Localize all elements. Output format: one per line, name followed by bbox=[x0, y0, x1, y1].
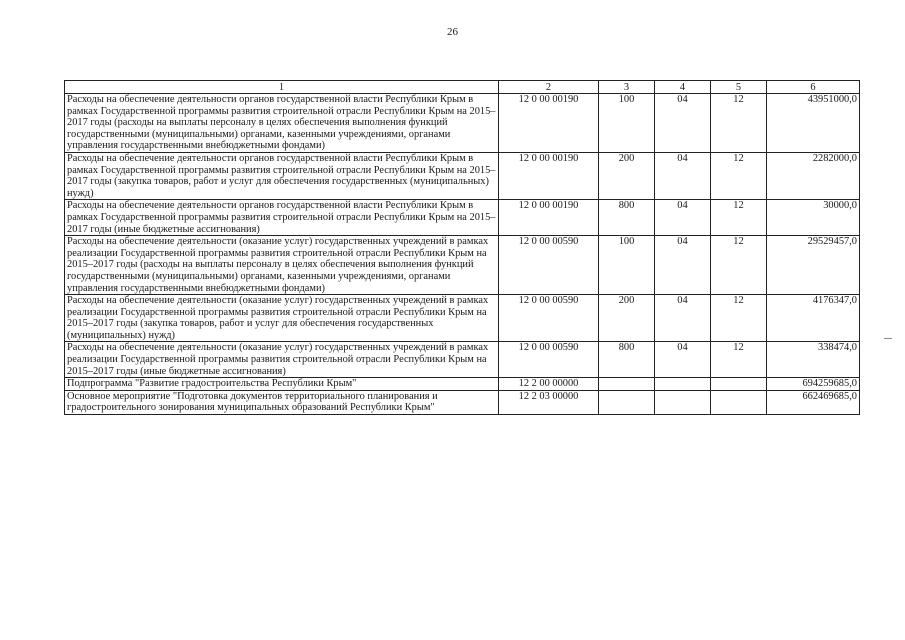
column-header: 4 bbox=[655, 81, 711, 94]
expense-name-cell: Подпрограмма "Развитие градостроительства Республики Крым" bbox=[65, 378, 499, 391]
amount-cell: 4176347,0 bbox=[767, 295, 860, 342]
target-article-code-cell: 12 0 00 00190 bbox=[499, 200, 599, 236]
amount-cell: 2282000,0 bbox=[767, 152, 860, 199]
table-row bbox=[65, 378, 860, 391]
subsection-cell: 12 bbox=[711, 342, 767, 378]
expense-name-cell: Расходы на обеспечение деятельности (оказание услуг) государственных учреждений в рамках реализации Государственной программы развития строительной отрасли Республики Крым на 2015–2017 годы (расходы на выплаты персоналу в целях обеспечения выполнения функций государственными (муниципальными) органами, казенными учреждениями, органами управления государственными внебюджетными фондами) bbox=[65, 236, 499, 295]
section-cell bbox=[655, 390, 711, 414]
amount-cell: 30000,0 bbox=[767, 200, 860, 236]
table-row bbox=[65, 236, 860, 295]
expense-type-cell: 800 bbox=[599, 342, 655, 378]
page-number: 26 bbox=[447, 26, 458, 38]
expense-type-cell: 100 bbox=[599, 94, 655, 153]
column-header: 6 bbox=[767, 81, 860, 94]
target-article-code-cell: 12 0 00 00190 bbox=[499, 94, 599, 153]
amount-cell: 662469685,0 bbox=[767, 390, 860, 414]
expense-type-cell: 800 bbox=[599, 200, 655, 236]
subsection-cell: 12 bbox=[711, 236, 767, 295]
column-header: 5 bbox=[711, 81, 767, 94]
budget-table bbox=[64, 80, 860, 415]
column-header: 3 bbox=[599, 81, 655, 94]
column-header: 2 bbox=[499, 81, 599, 94]
subsection-cell: 12 bbox=[711, 295, 767, 342]
section-cell bbox=[655, 378, 711, 391]
table-header-row bbox=[65, 81, 860, 94]
column-header: 1 bbox=[65, 81, 499, 94]
section-cell: 04 bbox=[655, 94, 711, 153]
expense-type-cell: 200 bbox=[599, 152, 655, 199]
subsection-cell bbox=[711, 390, 767, 414]
target-article-code-cell: 12 0 00 00590 bbox=[499, 342, 599, 378]
expense-name-cell: Основное мероприятие "Подготовка документов территориального планирования и градостроительного зонирования муниципальных образований Республики Крым" bbox=[65, 390, 499, 414]
expense-type-cell bbox=[599, 378, 655, 391]
target-article-code-cell: 12 0 00 00590 bbox=[499, 295, 599, 342]
subsection-cell bbox=[711, 378, 767, 391]
expense-name-cell: Расходы на обеспечение деятельности органов государственной власти Республики Крым в рамках Государственной программы развития строительной отрасли Республики Крым на 2015–2017 годы (закупка товаров, работ и услуг для обеспечения государственных (муниципальных) нужд) bbox=[65, 152, 499, 199]
section-cell: 04 bbox=[655, 295, 711, 342]
expense-type-cell: 100 bbox=[599, 236, 655, 295]
table-row bbox=[65, 94, 860, 153]
section-cell: 04 bbox=[655, 236, 711, 295]
amount-cell: 694259685,0 bbox=[767, 378, 860, 391]
subsection-cell: 12 bbox=[711, 94, 767, 153]
amount-cell: 338474,0 bbox=[767, 342, 860, 378]
expense-type-cell: 200 bbox=[599, 295, 655, 342]
amount-cell: 29529457,0 bbox=[767, 236, 860, 295]
table-row bbox=[65, 295, 860, 342]
subsection-cell: 12 bbox=[711, 152, 767, 199]
table-row bbox=[65, 390, 860, 414]
section-cell: 04 bbox=[655, 152, 711, 199]
target-article-code-cell: 12 0 00 00590 bbox=[499, 236, 599, 295]
margin-mark bbox=[884, 338, 892, 339]
table-row bbox=[65, 152, 860, 199]
target-article-code-cell: 12 0 00 00190 bbox=[499, 152, 599, 199]
table-row bbox=[65, 342, 860, 378]
expense-name-cell: Расходы на обеспечение деятельности органов государственной власти Республики Крым в рамках Государственной программы развития строительной отрасли Республики Крым на 2015–2017 годы (расходы на выплаты персоналу в целях обеспечения выполнения функций государственными (муниципальными) органами, казенными учреждениями, органами управления государственными внебюджетными фондами) bbox=[65, 94, 499, 153]
section-cell: 04 bbox=[655, 342, 711, 378]
amount-cell: 43951000,0 bbox=[767, 94, 860, 153]
expense-name-cell: Расходы на обеспечение деятельности (оказание услуг) государственных учреждений в рамках реализации Государственной программы развития строительной отрасли Республики Крым на 2015–2017 годы (иные бюджетные ассигнования) bbox=[65, 342, 499, 378]
target-article-code-cell: 12 2 03 00000 bbox=[499, 390, 599, 414]
table-row bbox=[65, 200, 860, 236]
target-article-code-cell: 12 2 00 00000 bbox=[499, 378, 599, 391]
expense-name-cell: Расходы на обеспечение деятельности органов государственной власти Республики Крым в рамках Государственной программы развития строительной отрасли Республики Крым на 2015–2017 годы (иные бюджетные ассигнования) bbox=[65, 200, 499, 236]
subsection-cell: 12 bbox=[711, 200, 767, 236]
section-cell: 04 bbox=[655, 200, 711, 236]
expense-type-cell bbox=[599, 390, 655, 414]
expense-name-cell: Расходы на обеспечение деятельности (оказание услуг) государственных учреждений в рамках реализации Государственной программы развития строительной отрасли Республики Крым на 2015–2017 годы (закупка товаров, работ и услуг для обеспечения государственных (муниципальных) нужд) bbox=[65, 295, 499, 342]
